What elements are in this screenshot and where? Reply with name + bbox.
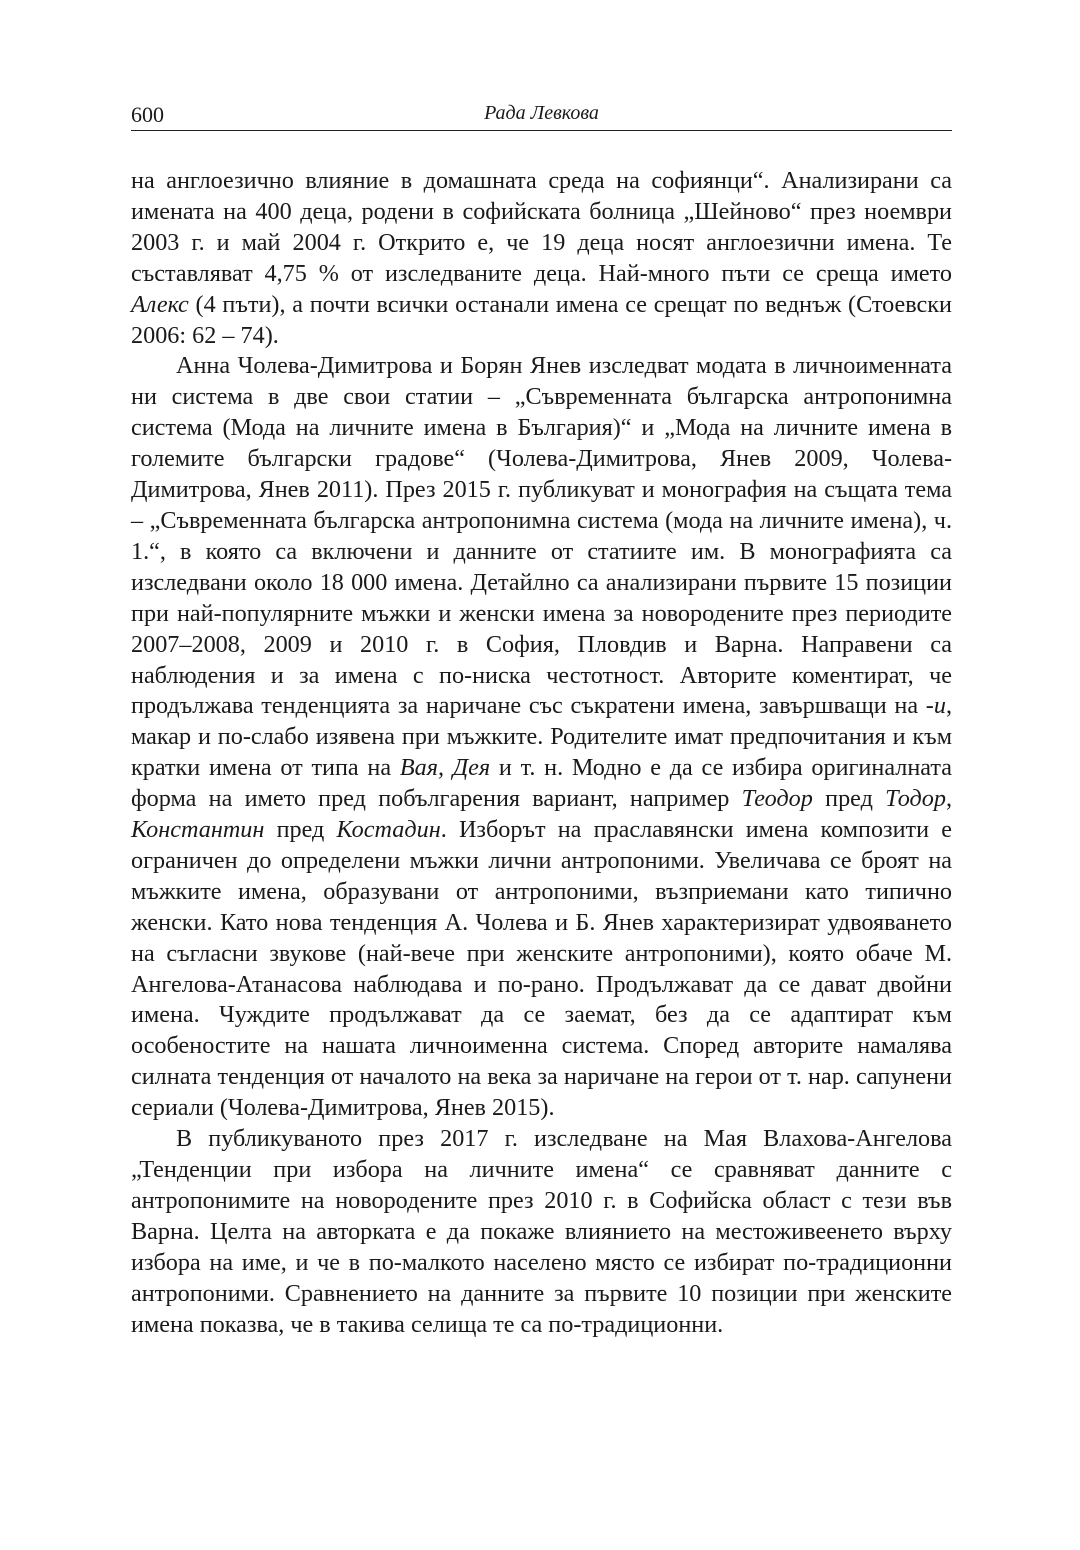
page-number: 600: [131, 102, 164, 127]
page-header: [131, 100, 952, 131]
paragraph-1-italic-name: Алекс: [131, 290, 189, 318]
paragraph-2-text: Анна Чолева-Димитрова и Борян Янев изследват модата в личноименната ни система в две свои статии – „Съвременната българска антропонимна система (Мода на личните имена в България)“ и „Мода на личните имена в големите български градове“ (Чолева-Димитрова, Янев 2009, Чолева-Димитрова, Янев 2011). През 2015 г. публикуват и монография на същата тема – „Съвременната българска антропонимна система (мода на личните имена), ч. 1.“, в която са включени и данните от статиите им. В монографията са изследвани около 18 000 имена. Детайлно са анализирани първите 15 позиции при най-популярните мъжки и женски имена за новородените през периодите 2007–2008, 2009 и 2010 г. в София, Пловдив и Варна. Направени са наблюдения и за имена с по-ниска честотност. Авторите коментират, че продължава тенденцията за наричане със съкратени имена, завършващи на: [131, 352, 952, 720]
paragraph-2-text: . Изборът на праславянски имена композити е ограничен до определени мъжки лични антропоними. Увеличава се броят на мъжките имена, образувани от антропоними, възприемани като типично женски. Като нова тенденция А. Чолева и Б. Янев характеризират удвояването на съгласни звукове (най-вече при женските антропоними), която обаче М. Ангелова-Атанасова наблюдава и по-рано. Продължават да се дават двойни имена. Чуждите продължават да се заемат, без да се адаптират към особеностите на нашата личноименна система. Според авторите намалява силната тенденция от началото на века за наричане на герои от т. нар. сапунени сериали (Чолева-Димитрова, Янев 2015).: [131, 816, 953, 1122]
paragraph-2-italic-name: Тодор: [885, 785, 946, 813]
body-text: [131, 166, 952, 1340]
paragraph-2-italic-name: Теодор: [741, 785, 813, 813]
paragraph-2-italic-name: Константин: [131, 816, 265, 844]
paragraph-2-text: , макар и по-слабо изявена при мъжките. Родителите имат предпочитания и към кратки имена от типа на: [131, 692, 952, 782]
paragraph-2-text: и т. н. Модно е да се избира оригиналната форма на името пред побългарения вариант, например: [131, 754, 952, 813]
paragraph-2-italic-name: Костадин: [336, 816, 441, 844]
running-head-author: Рада Левкова: [484, 102, 599, 124]
paragraph-1-text: на англоезично влияние в домашната среда на софиянци“. Анализирани са имената на 400 деца, родени в софийската болница „Шейново“ през ноември 2003 г. и май 2004 г. Открито е, че 19 деца носят англоезични имена. Те съставляват 4,75 % от изследваните деца. Най-много пъти се среща името: [131, 167, 952, 287]
paragraph-1-text: (4 пъти), а почти всички останали имена се срещат по веднъж (Стоевски 2006: 62 – 74).: [131, 290, 952, 349]
paragraph-1: [131, 166, 952, 351]
paragraph-2-italic-names: Вая, Дея: [399, 754, 491, 782]
paragraph-3-text: В публикуваното през 2017 г. изследване на Мая Влахова-Ангелова „Тенденции при избора на личните имена“ се сравняват данните с антропонимите на новородените през 2010 г. в Софийска област с тези във Варна. Целта на авторката е да покаже влиянието на местоживеенето върху избора на име, и че в по-малкото населено място се избират по-традиционни антропоними. Сравнението на данните за първите 10 позиции при женските имена показва, че в такива селища те са по-традиционни.: [131, 1125, 952, 1338]
paragraph-2-text: пред: [812, 785, 886, 813]
paragraph-2-text: пред: [264, 816, 337, 844]
paragraph-2-italic-suffix: -и: [925, 692, 946, 720]
paragraph-2: [131, 351, 952, 1124]
paragraph-3: [131, 1124, 952, 1340]
paragraph-2-text: ,: [945, 785, 952, 813]
